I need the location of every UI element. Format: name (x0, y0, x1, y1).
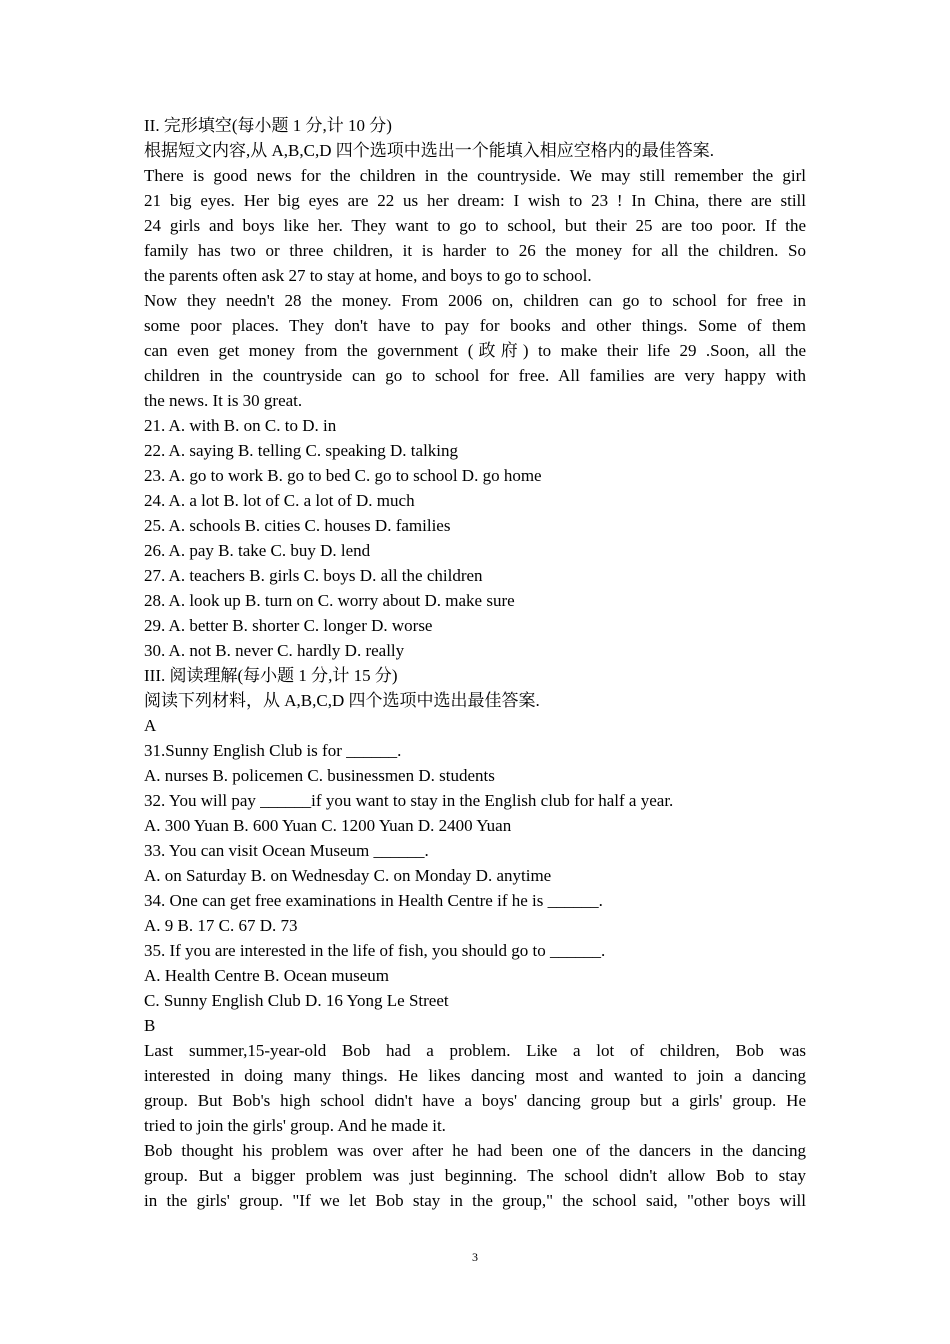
cloze-passage (144, 163, 806, 413)
question-item: C. Sunny English Club D. 16 Yong Le Street (144, 991, 449, 1010)
passage-line: tried to join the girls' group. And he made it. (144, 1116, 446, 1135)
question-item: 32. You will pay ______if you want to stay in the English club for half a year. (144, 791, 674, 810)
passage-line: the parents often ask 27 to stay at home, and boys to go to school. (144, 266, 592, 285)
reading-b-passage (144, 1038, 806, 1213)
question-item: 34. One can get free examinations in Health Centre if he is ______. (144, 891, 603, 910)
question-item: 27. A. teachers B. girls C. boys D. all the children (144, 566, 483, 585)
passage-line: There is good news for the children in the countryside. We may still remember the girl (144, 166, 806, 185)
document-page (144, 113, 806, 1213)
question-item: 35. If you are interested in the life of fish, you should go to ______. (144, 941, 606, 960)
question-item: 31.Sunny English Club is for ______. (144, 741, 402, 760)
question-item: A. 9 B. 17 C. 67 D. 73 (144, 916, 298, 935)
passage-line: 21 big eyes. Her big eyes are 22 us her dream: I wish to 23 ! In China, there are still (144, 191, 806, 210)
question-item: A. Health Centre B. Ocean museum (144, 966, 390, 985)
passage-line: some poor places. They don't have to pay for books and other things. Some of them (144, 316, 806, 335)
passage-line: interested in doing many things. He likes dancing most and wanted to join a dancing (144, 1066, 806, 1085)
question-item: 21. A. with B. on C. to D. in (144, 416, 337, 435)
question-item: 25. A. schools B. cities C. houses D. families (144, 516, 451, 535)
part-a-label: A (144, 716, 157, 735)
passage-line: family has two or three children, it is harder to 26 the money for all the children. So (144, 241, 806, 260)
passage-line: can even get money from the government (政府) to make their life 29 .Soon, all the (144, 341, 806, 360)
passage-line: Last summer,15-year-old Bob had a problem. Like a lot of children, Bob was (144, 1041, 806, 1060)
question-item: A. 300 Yuan B. 600 Yuan C. 1200 Yuan D. 2400 Yuan (144, 816, 512, 835)
reading-a-questions (144, 738, 806, 1013)
passage-line: in the girls' group. "If we let Bob stay in the group," the school said, "other boys will (144, 1191, 806, 1210)
question-item: 28. A. look up B. turn on C. worry about D. make sure (144, 591, 515, 610)
question-item: A. nurses B. policemen C. businessmen D. students (144, 766, 495, 785)
passage-line: children in the countryside can go to school for free. All families are very happy with (144, 366, 806, 385)
question-item: 22. A. saying B. telling C. speaking D. talking (144, 441, 459, 460)
passage-line: the news. It is 30 great. (144, 391, 303, 410)
question-item: 30. A. not B. never C. hardly D. really (144, 641, 405, 660)
passage-line: group. But Bob's high school didn't have a boys' dancing group but a girls' group. He (144, 1091, 806, 1110)
page-number: 3 (472, 1250, 478, 1264)
question-item: 23. A. go to work B. go to bed C. go to school D. go home (144, 466, 542, 485)
passage-line: group. But a bigger problem was just beginning. The school didn't allow Bob to stay (144, 1166, 806, 1185)
question-item: 24. A. a lot B. lot of C. a lot of D. much (144, 491, 415, 510)
question-item: A. on Saturday B. on Wednesday C. on Monday D. anytime (144, 866, 552, 885)
part-b-label: B (144, 1016, 156, 1035)
passage-line: Bob thought his problem was over after he had been one of the dancers in the dancing (144, 1141, 806, 1160)
passage-line: 24 girls and boys like her. They want to go to school, but their 25 are too poor. If the (144, 216, 806, 235)
section-2-instruction: 根据短文内容,从 A,B,C,D 四个选项中选出一个能填入相应空格内的最佳答案. (144, 141, 714, 160)
passage-line: Now they needn't 28 the money. From 2006 on, children can go to school for free in (144, 291, 806, 310)
question-item: 33. You can visit Ocean Museum ______. (144, 841, 429, 860)
cloze-questions (144, 413, 806, 663)
section-2-heading: II. 完形填空(每小题 1 分,计 10 分) (144, 116, 392, 135)
section-3-heading: III. 阅读理解(每小题 1 分,计 15 分) (144, 666, 398, 685)
question-item: 29. A. better B. shorter C. longer D. worse (144, 616, 433, 635)
question-item: 26. A. pay B. take C. buy D. lend (144, 541, 371, 560)
section-3-instruction: 阅读下列材料，从 A,B,C,D 四个选项中选出最佳答案. (144, 691, 540, 710)
